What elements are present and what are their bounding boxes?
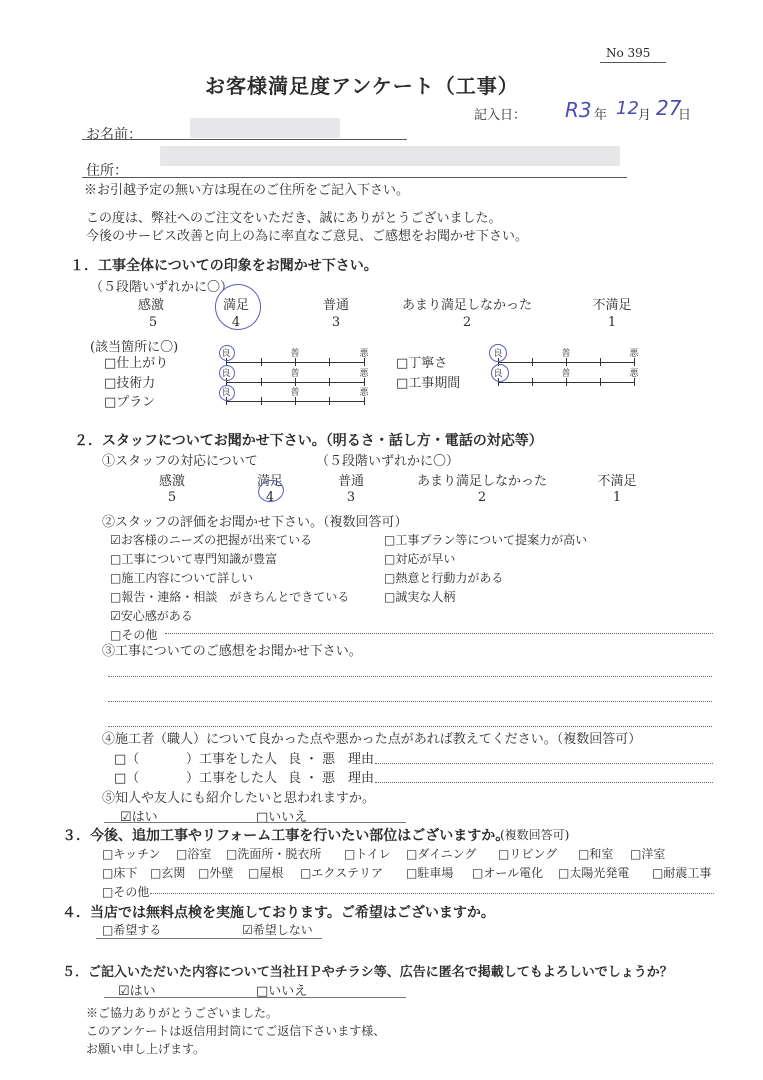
q2-sub3: ③工事についてのご感想をお聞かせ下さい。 bbox=[102, 644, 362, 659]
q2-eval-knowledge: □工事について専門知識が豊富 bbox=[110, 552, 278, 566]
q2-rating-num-5: 5 bbox=[167, 490, 177, 505]
q2-sub5-no: □いいえ bbox=[256, 810, 308, 825]
redacted-address bbox=[160, 146, 620, 166]
comment-line-3 bbox=[108, 726, 712, 727]
q1-item-courtesy: □丁寧さ bbox=[396, 356, 448, 371]
q2-rating-num-3: 3 bbox=[346, 490, 356, 505]
q1-rating-label-2: あまり満足しなかった bbox=[401, 298, 533, 313]
q1-rating-label-4: 満足 bbox=[222, 298, 250, 313]
document-number: No 395 bbox=[606, 46, 651, 60]
address-label: 住所： bbox=[86, 163, 128, 179]
q3-opt-living: □リビング bbox=[498, 847, 558, 861]
q4-heading: ４．当店では無料点検を実施しております。ご希望はございますか。 bbox=[62, 905, 495, 921]
q2-rating-num-1: 1 bbox=[612, 490, 622, 505]
entry-date-day: 27 bbox=[656, 96, 682, 120]
entry-date-day-unit: 日 bbox=[678, 108, 692, 123]
craftsman-row-2-choice: 良・悪 bbox=[288, 771, 340, 786]
q2-sub1-instruction: （５段階いずれかに〇） bbox=[316, 454, 460, 469]
q2-rating-label-1: 不満足 bbox=[597, 474, 637, 489]
q2-eval-reassurance: ☑安心感がある bbox=[110, 609, 193, 623]
q3-opt-exterior-wall: □外壁 bbox=[198, 866, 234, 880]
craftsman-row-1-middle: ）工事をした人 bbox=[186, 752, 278, 767]
craftsman-row-1-reason: 理由 bbox=[348, 752, 375, 767]
page-title: お客様満足度アンケート（工事） bbox=[205, 74, 519, 98]
q3-opt-all-electric: □オール電化 bbox=[472, 866, 544, 880]
q3-opt-underfloor: □床下 bbox=[102, 866, 138, 880]
craftsman-row-2-middle: ）工事をした人 bbox=[186, 771, 278, 786]
q3-opt-solar: □太陽光発電 bbox=[558, 866, 630, 880]
footer-request: お願い申し上げます。 bbox=[86, 1042, 206, 1056]
q1-rating-num-4: 4 bbox=[231, 315, 241, 330]
q4-opt-not-want: ☑希望しない bbox=[242, 923, 313, 937]
intro-line-2: 今後のサービス改善と向上の為に率直なご意見、ご感想をお聞かせ下さい。 bbox=[86, 229, 529, 244]
q1-rating-label-1: 不満足 bbox=[592, 298, 632, 313]
q3-heading-note: (複数回答可) bbox=[500, 828, 570, 842]
q2-sub4: ④施工者（職人）について良かった点や悪かった点があれば教えてください。（複数回答可） bbox=[102, 732, 642, 747]
q3-opt-washroom: □洗面所・脱衣所 bbox=[226, 847, 322, 861]
q4-opt-want: □希望する bbox=[102, 923, 162, 937]
craftsman-row-2-reason: 理由 bbox=[348, 771, 375, 786]
q2-sub2: ②スタッフの評価をお聞かせ下さい。（複数回答可） bbox=[102, 515, 408, 530]
q1-rating-label-5: 感激 bbox=[137, 298, 165, 313]
address-note: ※お引越予定の無い方は現在のご住所をご記入下さい。 bbox=[84, 183, 410, 198]
q3-opt-seismic: □耐震工事 bbox=[652, 866, 712, 880]
name-label: お名前： bbox=[86, 127, 142, 143]
entry-date-year-unit: 年 bbox=[594, 108, 608, 123]
q3-opt-roof: □屋根 bbox=[248, 866, 284, 880]
q3-opt-parking: □駐車場 bbox=[406, 866, 454, 880]
scale-period: 良 普 悪 bbox=[498, 370, 634, 386]
q3-opt-entrance: □玄関 bbox=[150, 866, 186, 880]
q2-rating-label-3: 普通 bbox=[337, 474, 365, 489]
q5-heading: ５．ご記入いただいた内容について当社ＨＰやチラシ等、広告に匿名で掲載してもよろしいでしょうか？ bbox=[62, 965, 673, 980]
q2-eval-report: □報告・連絡・相談 がきちんとできている bbox=[110, 590, 350, 604]
scale-courtesy: 良 普 悪 bbox=[498, 350, 634, 366]
scale-plan: 良 普 悪 bbox=[226, 389, 364, 405]
q2-eval-detail: □施工内容について詳しい bbox=[110, 571, 254, 585]
circle-finish-good bbox=[219, 345, 235, 361]
q2-sub5: ⑤知人や友人にも紹介したいと思われますか。 bbox=[102, 791, 376, 806]
q1-rating-num-3: 3 bbox=[331, 315, 341, 330]
q1-rating-num-1: 1 bbox=[607, 315, 617, 330]
comment-line-2 bbox=[108, 701, 712, 702]
q2-eval-proposal: □工事プラン等について提案力が高い bbox=[384, 533, 588, 547]
q3-opt-japanese-room: □和室 bbox=[578, 847, 614, 861]
circle-courtesy-good bbox=[489, 344, 507, 362]
q1-rating-label-3: 普通 bbox=[322, 298, 350, 313]
craftsman-row-1-prefix: □（ bbox=[114, 752, 140, 767]
q1-sub-instruction: (該当箇所に〇) bbox=[90, 340, 179, 355]
q3-opt-other: □その他 bbox=[102, 885, 150, 899]
q3-opt-western-room: □洋室 bbox=[630, 847, 666, 861]
footer-thanks: ※ご協力ありがとうございました。 bbox=[86, 1006, 279, 1020]
q2-eval-passion: □熱意と行動力がある bbox=[384, 571, 504, 585]
q2-rating-label-4: 満足 bbox=[256, 474, 284, 489]
q3-opt-exterior: □エクステリア bbox=[300, 866, 383, 880]
q3-opt-dining: □ダイニング bbox=[406, 847, 477, 861]
q1-item-plan: □プラン bbox=[104, 395, 156, 410]
q1-instruction: （５段階いずれかに〇） bbox=[90, 280, 234, 295]
q3-opt-toilet: □トイレ bbox=[344, 847, 391, 861]
craftsman-row-2-prefix: □（ bbox=[114, 771, 140, 786]
q1-item-period: □工事期間 bbox=[396, 376, 461, 391]
q2-rating-num-2: 2 bbox=[477, 490, 487, 505]
entry-date-month-unit: 月 bbox=[638, 108, 652, 123]
q5-no: □いいえ bbox=[256, 984, 308, 999]
q2-eval-sincerity: □誠実な人柄 bbox=[384, 590, 456, 604]
q1-rating-num-2: 2 bbox=[462, 315, 472, 330]
q2-rating-label-2: あまり満足しなかった bbox=[416, 474, 548, 489]
q3-heading: ３．今後、追加工事やリフォーム工事を行いたい部位はございますか。 bbox=[62, 828, 510, 844]
entry-date-month: 12 bbox=[616, 98, 639, 119]
q2-eval-speed: □対応が早い bbox=[384, 552, 456, 566]
comment-line-1 bbox=[108, 676, 712, 677]
q2-eval-other: □その他 bbox=[110, 628, 158, 642]
q3-opt-kitchen: □キッチン bbox=[102, 847, 161, 861]
q1-rating-num-5: 5 bbox=[148, 315, 158, 330]
q2-sub1: ①スタッフの対応について bbox=[102, 454, 258, 469]
q5-yes: ☑はい bbox=[118, 984, 156, 999]
q3-opt-bath: □浴室 bbox=[176, 847, 212, 861]
entry-date-label: 記入日： bbox=[474, 108, 527, 123]
circle-plan-good bbox=[219, 385, 235, 401]
scale-finish: 良 普 悪 bbox=[226, 350, 364, 366]
circle-period-good bbox=[491, 364, 509, 382]
q1-item-skill: □技術力 bbox=[104, 376, 156, 391]
q2-rating-label-5: 感激 bbox=[158, 474, 186, 489]
q2-heading: ２．スタッフについてお聞かせ下さい。（明るさ・話し方・電話の対応等） bbox=[74, 433, 543, 449]
redacted-name bbox=[190, 118, 340, 138]
q2-eval-needs: ☑お客様のニーズの把握が出来ている bbox=[110, 533, 313, 547]
footer-return-note: このアンケートは返信用封筒にてご返信下さいます様、 bbox=[86, 1024, 386, 1038]
scale-skill: 良 普 悪 bbox=[226, 370, 364, 386]
craftsman-row-1-choice: 良・悪 bbox=[288, 752, 340, 767]
q2-rating-num-4: 4 bbox=[265, 490, 275, 505]
q1-heading: １．工事全体についての印象をお聞かせ下さい。 bbox=[70, 258, 378, 274]
circle-skill-good bbox=[219, 365, 235, 381]
q2-sub5-yes: ☑はい bbox=[120, 810, 158, 825]
q1-item-finish: □仕上がり bbox=[104, 356, 169, 371]
intro-line-1: この度は、弊社へのご注文をいただき、誠にありがとうございました。 bbox=[86, 211, 502, 226]
entry-date-era: R3 bbox=[565, 98, 592, 122]
